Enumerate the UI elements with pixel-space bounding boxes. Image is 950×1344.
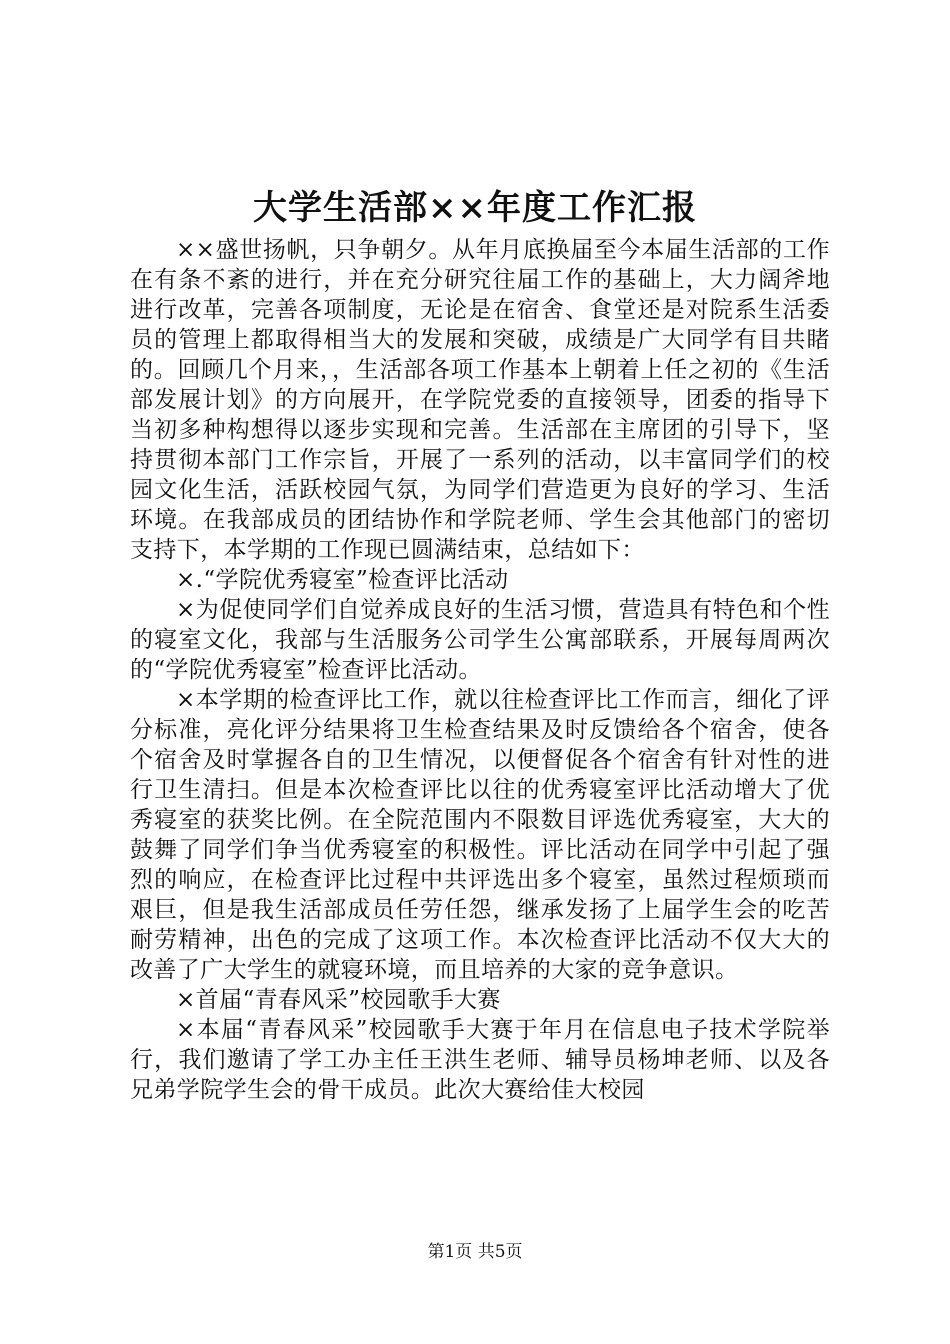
- dorm-contest-paragraph-1: ×为促使同学们自觉养成良好的生活习惯，营造具有特色和个性的寝室文化，我部与生活服务公司学生公寓部联系，开展每周两次的“学院优秀寝室”检查评比活动。: [130, 597, 830, 683]
- document-title: 大学生活部××年度工作汇报: [253, 188, 697, 228]
- document-body: [130, 235, 830, 1105]
- intro-paragraph: ××盛世扬帆，只争朝夕。从年月底换届至今本届生活部的工作在有条不紊的进行，并在充分研究往届工作的基础上，大力阔斧地进行改革，完善各项制度，无论是在宿舍、食堂还是对院系生活委员的管理上都取得相当大的发展和突破，成绩是广大同学有目共睹的。回顾几个月来，，生活部各项工作基本上朝着上任之初的《生活部发展计划》的方向展开，在学院党委的直接领导，团委的指导下当初多种构想得以逐步实现和完善。生活部在主席团的引导下，坚持贯彻本部门工作宗旨，开展了一系列的活动，以丰富同学们的校园文化生活，活跃校园气氛，为同学们营造更为良好的学习、生活环境。在我部成员的团结协作和学院老师、学生会其他部门的密切支持下，本学期的工作现已圆满结束，总结如下：: [130, 237, 830, 563]
- page-footer: 第1页 共5页: [427, 1242, 523, 1262]
- dorm-contest-paragraph-2: ×本学期的检查评比工作，就以往检查评比工作而言，细化了评分标准，亮化评分结果将卫生检查结果及时反馈给各个宿舍，使各个宿舍及时掌握各自的卫生情况，以便督促各个宿舍有针对性的进行卫生清扫。但是本次检查评比以往的优秀寝室评比活动增大了优秀寝室的获奖比例。在全院范围内不限数目评选优秀寝室，大大的鼓舞了同学们争当优秀寝室的积极性。评比活动在同学中引起了强烈的响应，在检查评比过程中共评选出多个寝室，虽然过程烦琐而艰巨，但是我生活部成员任劳任怨，继承发扬了上届学生会的吃苦耐劳精神，出色的完成了这项工作。本次检查评比活动不仅大大的改善了广大学生的就寝环境，而且培养的大家的竞争意识。: [130, 687, 830, 983]
- section-heading-singer-contest: ×首届“青春风采”校园歌手大赛: [176, 987, 501, 1013]
- section-heading-dorm-contest: ×.“学院优秀寝室”检查评比活动: [176, 567, 509, 593]
- singer-contest-paragraph: ×本届“青春风采”校园歌手大赛于年月在信息电子技术学院举行，我们邀请了学工办主任王洪生老师、辅导员杨坤老师、以及各兄弟学院学生会的骨干成员。此次大赛给佳大校园: [130, 1017, 830, 1103]
